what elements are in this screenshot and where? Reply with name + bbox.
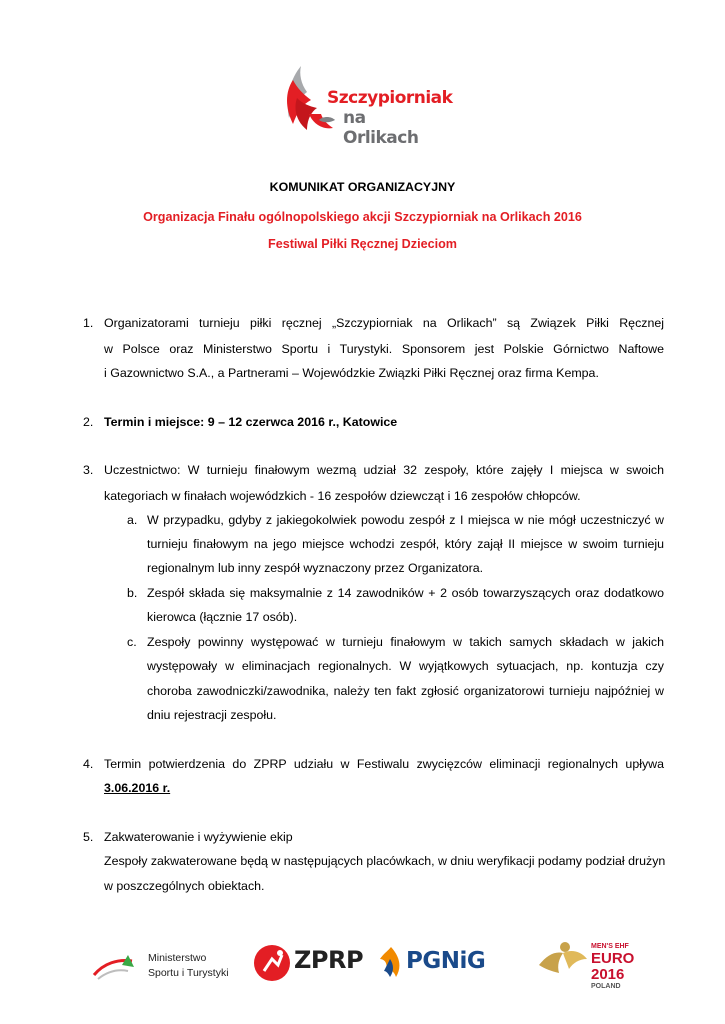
item-number: 3.	[83, 463, 94, 477]
item-text-line: Zespoły zakwaterowane będą w następujących placówkach, w dniu weryfikacji podamy podział drużyn	[104, 854, 666, 868]
sub-item-line: występowały w eliminacjach regionalnych. W wyjątkowych sytuacjach, np. kontuzja czy	[147, 659, 664, 673]
handball-player-icon	[252, 943, 292, 983]
flame-icon	[376, 945, 406, 981]
sub-item-line: regionalnym lub inny zespół wyznaczony przez Organizatora.	[147, 561, 484, 575]
ministry-logo	[88, 945, 238, 985]
pgnig-wordmark: PGNiG	[406, 948, 486, 974]
item-text-line: Organizatorami turnieju piłki ręcznej „Szczypiorniak na Orlikach” są Związek Piłki Ręcznej	[104, 316, 664, 330]
ministry-name-line2: Sportu i Turystyki	[148, 967, 229, 979]
item-number: 5.	[83, 830, 94, 844]
sub-item-letter: b.	[127, 586, 138, 600]
ministry-name-line1: Ministerstwo	[148, 952, 207, 964]
euro-year: 2016	[591, 966, 625, 983]
event-date-place: Termin i miejsce: 9 – 12 czerwca 2016 r., Katowice	[104, 415, 398, 429]
pgnig-logo	[376, 945, 506, 985]
confirmation-deadline: 3.06.2016 r.	[104, 781, 171, 795]
sub-item-line: turnieju finałowym na jego miejsce wchodzi zespół, który zajął II miejsce w swoim turnieju	[147, 537, 664, 551]
ministry-swoosh-icon	[88, 945, 144, 985]
zprp-wordmark: ZPRP	[294, 946, 364, 974]
logo-line1: Szczypiorniak	[327, 88, 453, 108]
item-text-line: Zakwaterowanie i wyżywienie ekip	[104, 830, 293, 844]
sub-item-line: Zespoły powinny występować w turnieju finałowym w takich samych składach w jakich	[147, 635, 664, 649]
item-text-line: w poszczególnych obiektach.	[104, 879, 265, 893]
euro-emblem-icon	[535, 937, 591, 993]
document-subtitle: Organizacja Finału ogólnopolskiego akcji Szczypiorniak na Orlikach 2016	[143, 210, 582, 224]
item-number: 1.	[83, 316, 94, 330]
sub-item-line: dniu rejestracji zespołu.	[147, 708, 277, 722]
festival-name: Festiwal Piłki Ręcznej Dzieciom	[268, 237, 457, 251]
sub-item-line: W przypadku, gdyby z jakiegokolwiek powodu zespół z I miejsca w nie mógł uczestniczyć w	[147, 513, 664, 527]
item-text-line: Uczestnictwo: W turnieju finałowym wezmą udział 32 zespoły, które zajęły I miejsca w swoich	[104, 463, 664, 477]
szczypiorniak-logo	[283, 58, 453, 148]
item-text-line: kategoriach w finałach wojewódzkich - 16 zespołów dziewcząt i 16 zespołów chłopców.	[104, 489, 581, 503]
euro-subtitle: MEN'S EHF	[591, 943, 629, 950]
sub-item-letter: c.	[127, 635, 137, 649]
item-text-line: Termin potwierdzenia do ZPRP udziału w Festiwalu zwycięzców eliminacji regionalnych upływa	[104, 757, 664, 771]
euro-title: EURO	[591, 950, 635, 967]
item-number: 4.	[83, 757, 94, 771]
item-text-line: i Gazownictwo S.A., a Partnerami – Wojewódzkie Związki Piłki Ręcznej oraz firma Kempa.	[104, 366, 599, 380]
logo-line2: na Orlikach	[343, 108, 419, 148]
sub-item-line: Zespół składa się maksymalnie z 14 zawodników + 2 osób towarzyszących oraz dodatkowo	[147, 586, 664, 600]
sub-item-letter: a.	[127, 513, 138, 527]
euro-2016-logo	[535, 937, 645, 993]
sponsor-logos	[0, 935, 725, 995]
sub-item-line: choroba zawodniczki/zawodnika, należy ten fakt zgłosić organizatorowi turnieju najpóźniej w	[147, 684, 664, 698]
euro-country: POLAND	[591, 983, 621, 990]
item-number: 2.	[83, 415, 94, 429]
item-text-line: w Polsce oraz Ministerstwo Sportu i Turystyki. Sponsorem jest Polskie Górnictwo Naftowe	[104, 342, 664, 356]
zprp-logo	[252, 943, 362, 983]
sub-item-line: kierowca (łącznie 17 osób).	[147, 610, 298, 624]
document-title: KOMUNIKAT ORGANIZACYJNY	[269, 180, 456, 194]
